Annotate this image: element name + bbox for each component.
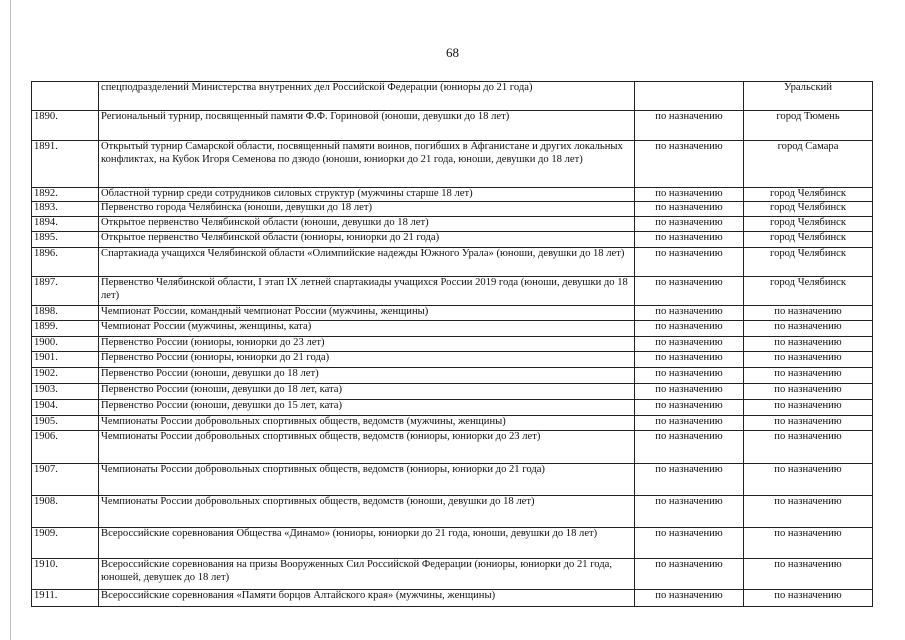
event-place-cell: город Челябинск bbox=[744, 217, 873, 232]
table-row bbox=[32, 232, 873, 248]
event-date-cell: по назначению bbox=[635, 590, 744, 607]
event-date-cell bbox=[635, 82, 744, 111]
table-row bbox=[32, 337, 873, 352]
event-date-cell: по назначению bbox=[635, 400, 744, 416]
table-row bbox=[32, 248, 873, 277]
event-name-cell: Региональный турнир, посвященный памяти Ф.Ф. Гориновой (юноши, девушки до 18 лет) bbox=[99, 111, 635, 141]
table-row bbox=[32, 368, 873, 384]
event-place-cell: по назначению bbox=[744, 306, 873, 321]
event-name-cell: Чемпионаты России добровольных спортивных обществ, ведомств (мужчины, женщины) bbox=[99, 416, 635, 431]
event-date-cell: по назначению bbox=[635, 337, 744, 352]
event-date-cell: по назначению bbox=[635, 202, 744, 217]
event-date-cell: по назначению bbox=[635, 217, 744, 232]
table-row bbox=[32, 400, 873, 416]
event-number-cell: 1891. bbox=[32, 141, 99, 188]
event-number-cell: 1892. bbox=[32, 188, 99, 202]
event-date-cell: по назначению bbox=[635, 431, 744, 464]
event-place-cell: город Тюмень bbox=[744, 111, 873, 141]
event-number-cell: 1901. bbox=[32, 352, 99, 368]
event-number-cell: 1896. bbox=[32, 248, 99, 277]
event-number-cell bbox=[32, 82, 99, 111]
table-row bbox=[32, 528, 873, 559]
event-name-cell: спецподразделений Министерства внутренних дел Российской Федерации (юниоры до 21 года) bbox=[99, 82, 635, 111]
table-row bbox=[32, 559, 873, 590]
event-date-cell: по назначению bbox=[635, 368, 744, 384]
event-place-cell: город Челябинск bbox=[744, 248, 873, 277]
event-place-cell: по назначению bbox=[744, 337, 873, 352]
page-edge-line bbox=[10, 0, 11, 640]
event-place-cell: по назначению bbox=[744, 321, 873, 337]
event-name-cell: Чемпионат России, командный чемпионат России (мужчины, женщины) bbox=[99, 306, 635, 321]
event-name-cell: Всероссийские соревнования Общества «Динамо» (юниоры, юниорки до 21 года, юноши, девушки до 18 лет) bbox=[99, 528, 635, 559]
event-place-cell: по назначению bbox=[744, 590, 873, 607]
event-name-cell: Спартакиада учащихся Челябинской области «Олимпийские надежды Южного Урала» (юноши, девушки до 18 лет) bbox=[99, 248, 635, 277]
table-row bbox=[32, 464, 873, 496]
event-number-cell: 1900. bbox=[32, 337, 99, 352]
event-number-cell: 1909. bbox=[32, 528, 99, 559]
event-name-cell: Первенство Челябинской области, I этап IX летней спартакиады учащихся России 2019 года (юноши, девушки до 18 лет) bbox=[99, 277, 635, 306]
event-number-cell: 1902. bbox=[32, 368, 99, 384]
event-date-cell: по назначению bbox=[635, 559, 744, 590]
event-date-cell: по назначению bbox=[635, 188, 744, 202]
event-number-cell: 1908. bbox=[32, 496, 99, 528]
table-row bbox=[32, 82, 873, 111]
event-number-cell: 1903. bbox=[32, 384, 99, 400]
table-row bbox=[32, 352, 873, 368]
event-name-cell: Чемпионаты России добровольных спортивных обществ, ведомств (юниоры, юниорки до 21 года) bbox=[99, 464, 635, 496]
table-row bbox=[32, 384, 873, 400]
event-name-cell: Чемпионат России (мужчины, женщины, ката) bbox=[99, 321, 635, 337]
event-date-cell: по назначению bbox=[635, 384, 744, 400]
table-row bbox=[32, 496, 873, 528]
event-date-cell: по назначению bbox=[635, 416, 744, 431]
event-number-cell: 1904. bbox=[32, 400, 99, 416]
table-row bbox=[32, 141, 873, 188]
table-row bbox=[32, 188, 873, 202]
event-number-cell: 1906. bbox=[32, 431, 99, 464]
event-place-cell: по назначению bbox=[744, 464, 873, 496]
event-number-cell: 1911. bbox=[32, 590, 99, 607]
event-date-cell: по назначению bbox=[635, 464, 744, 496]
event-name-cell: Областной турнир среди сотрудников силовых структур (мужчины старше 18 лет) bbox=[99, 188, 635, 202]
event-place-cell: по назначению bbox=[744, 496, 873, 528]
event-date-cell: по назначению bbox=[635, 277, 744, 306]
event-number-cell: 1899. bbox=[32, 321, 99, 337]
event-place-cell: по назначению bbox=[744, 416, 873, 431]
event-date-cell: по назначению bbox=[635, 111, 744, 141]
event-name-cell: Открытый турнир Самарской области, посвященный памяти воинов, погибших в Афганистане и других локальных конфликтах, на Кубок Игоря Семенова по дзюдо (юноши, юниорки до 21 года, юноши, девушки до 18 лет) bbox=[99, 141, 635, 188]
event-place-cell: по назначению bbox=[744, 352, 873, 368]
table-row bbox=[32, 202, 873, 217]
table-row bbox=[32, 321, 873, 337]
event-name-cell: Всероссийские соревнования «Памяти борцов Алтайского края» (мужчины, женщины) bbox=[99, 590, 635, 607]
event-number-cell: 1905. bbox=[32, 416, 99, 431]
event-name-cell: Чемпионаты России добровольных спортивных обществ, ведомств (юноши, девушки до 18 лет) bbox=[99, 496, 635, 528]
table-row bbox=[32, 306, 873, 321]
event-place-cell: по назначению bbox=[744, 528, 873, 559]
event-name-cell: Первенство России (юниоры, юниорки до 23 лет) bbox=[99, 337, 635, 352]
event-place-cell: по назначению bbox=[744, 431, 873, 464]
event-date-cell: по назначению bbox=[635, 352, 744, 368]
event-number-cell: 1890. bbox=[32, 111, 99, 141]
event-date-cell: по назначению bbox=[635, 321, 744, 337]
events-table bbox=[31, 81, 873, 607]
event-name-cell: Первенство России (юниоры, юниорки до 21 года) bbox=[99, 352, 635, 368]
event-name-cell: Открытое первенство Челябинской области (юниоры, юниорки до 21 года) bbox=[99, 232, 635, 248]
event-date-cell: по назначению bbox=[635, 232, 744, 248]
event-name-cell: Первенство России (юноши, девушки до 18 лет) bbox=[99, 368, 635, 384]
event-date-cell: по назначению bbox=[635, 141, 744, 188]
event-number-cell: 1907. bbox=[32, 464, 99, 496]
event-name-cell: Открытое первенство Челябинской области (юноши, девушки до 18 лет) bbox=[99, 217, 635, 232]
event-number-cell: 1895. bbox=[32, 232, 99, 248]
event-number-cell: 1898. bbox=[32, 306, 99, 321]
event-date-cell: по назначению bbox=[635, 528, 744, 559]
event-date-cell: по назначению bbox=[635, 306, 744, 321]
page-number: 68 bbox=[446, 45, 459, 60]
event-name-cell: Первенство города Челябинска (юноши, девушки до 18 лет) bbox=[99, 202, 635, 217]
table-row bbox=[32, 111, 873, 141]
table-row bbox=[32, 416, 873, 431]
event-place-cell: по назначению bbox=[744, 368, 873, 384]
event-number-cell: 1897. bbox=[32, 277, 99, 306]
table-row bbox=[32, 277, 873, 306]
table-row bbox=[32, 217, 873, 232]
event-place-cell: город Челябинск bbox=[744, 188, 873, 202]
event-date-cell: по назначению bbox=[635, 496, 744, 528]
event-place-cell: город Челябинск bbox=[744, 232, 873, 248]
event-name-cell: Первенство России (юноши, девушки до 18 лет, ката) bbox=[99, 384, 635, 400]
event-name-cell: Всероссийские соревнования на призы Вооруженных Сил Российской Федерации (юниоры, юниорки до 21 года, юношей, девушек до 18 лет) bbox=[99, 559, 635, 590]
event-place-cell: по назначению bbox=[744, 559, 873, 590]
event-place-cell: Уральский bbox=[744, 82, 873, 111]
event-place-cell: город Челябинск bbox=[744, 277, 873, 306]
table-row bbox=[32, 590, 873, 607]
event-number-cell: 1893. bbox=[32, 202, 99, 217]
event-name-cell: Первенство России (юноши, девушки до 15 лет, ката) bbox=[99, 400, 635, 416]
table-row bbox=[32, 431, 873, 464]
event-place-cell: город Челябинск bbox=[744, 202, 873, 217]
event-name-cell: Чемпионаты России добровольных спортивных обществ, ведомств (юниоры, юниорки до 23 лет) bbox=[99, 431, 635, 464]
event-number-cell: 1910. bbox=[32, 559, 99, 590]
event-place-cell: по назначению bbox=[744, 384, 873, 400]
event-number-cell: 1894. bbox=[32, 217, 99, 232]
event-place-cell: город Самара bbox=[744, 141, 873, 188]
event-date-cell: по назначению bbox=[635, 248, 744, 277]
event-place-cell: по назначению bbox=[744, 400, 873, 416]
